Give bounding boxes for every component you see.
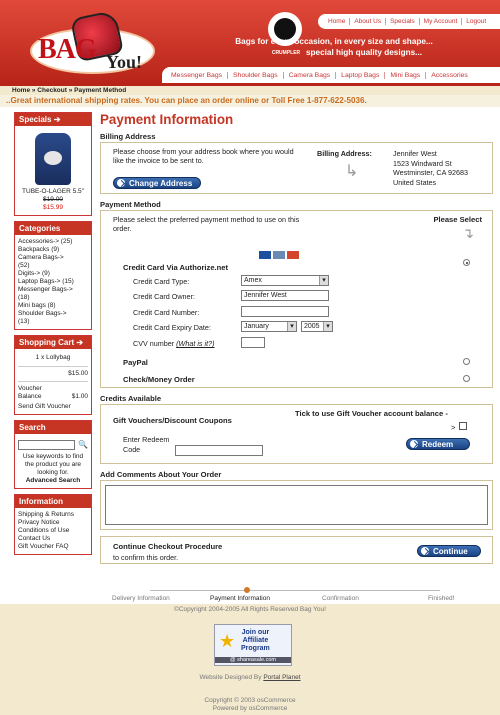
- redeem-label-line-1: Enter Redeem: [123, 435, 170, 444]
- category-item[interactable]: (52): [18, 262, 30, 269]
- billing-street: 1523 Windward St: [393, 158, 452, 168]
- category-item[interactable]: Shoulder Bags->: [18, 310, 67, 317]
- cart-divider: [18, 366, 88, 367]
- category-item[interactable]: Backpacks (9): [18, 246, 60, 253]
- search-row: [18, 440, 88, 450]
- tick-voucher-gt: >: [451, 423, 456, 432]
- search-input[interactable]: [18, 440, 75, 450]
- designed-by-text: Website Designed By: [199, 674, 262, 681]
- logo-bag-text: BAG: [38, 34, 96, 65]
- footer-designed-by: [0, 674, 500, 681]
- affiliate-line-2: Affiliate: [242, 637, 269, 644]
- nav-my-account[interactable]: My Account: [420, 18, 463, 25]
- voucher-balance: $1.00: [71, 393, 88, 400]
- information-box: [14, 494, 92, 555]
- progress-step-delivery: Delivery Information: [112, 595, 170, 602]
- check-money-order-radio[interactable]: [463, 375, 470, 382]
- continue-label: Continue: [433, 546, 468, 556]
- affiliate-text: [241, 629, 270, 653]
- cc-number-input[interactable]: [241, 306, 329, 317]
- specials-content: [15, 126, 91, 215]
- information-header: Information: [15, 495, 91, 508]
- search-icon[interactable]: 🔍: [78, 440, 88, 449]
- send-gift-voucher-link[interactable]: Send Gift Voucher: [18, 403, 71, 410]
- nav-logout[interactable]: Logout: [466, 18, 487, 25]
- info-shipping-link[interactable]: Shipping & Returns: [18, 511, 75, 518]
- billing-address-block: [393, 149, 468, 187]
- cc-type-select[interactable]: Amex ▾: [241, 275, 329, 286]
- use-voucher-checkbox[interactable]: [459, 422, 467, 430]
- footer-powered-by: Powered by osCommerce: [212, 705, 288, 712]
- voucher-row: [18, 385, 88, 401]
- cvv-help-link[interactable]: (What is it?): [176, 339, 215, 348]
- progress-step-finished: Finished!: [428, 595, 455, 602]
- special-new-price: $15.99: [43, 204, 63, 211]
- credits-panel: [100, 404, 493, 464]
- specials-box: [14, 112, 92, 216]
- breadcrumb-home[interactable]: Home: [12, 87, 31, 94]
- tagline: [178, 36, 490, 58]
- redeem-button[interactable]: [406, 438, 470, 450]
- redeem-label-btn: Redeem: [422, 439, 454, 449]
- product-image[interactable]: [35, 133, 71, 185]
- site-logo[interactable]: [30, 14, 160, 76]
- progress-line: [150, 590, 440, 591]
- cat-laptop-bags[interactable]: Laptop Bags: [336, 72, 385, 79]
- star-icon: ★: [219, 631, 236, 651]
- left-column: [14, 112, 92, 560]
- cat-shoulder-bags[interactable]: Shoulder Bags: [228, 72, 284, 79]
- categories-header: Categories: [15, 222, 91, 235]
- page-title: Payment Information: [100, 112, 234, 127]
- billing-name: Jennifer West: [393, 149, 437, 158]
- crumpler-label: CRUMPLER: [271, 50, 301, 56]
- payment-panel: [100, 210, 493, 388]
- credits-section-title: Credits Available: [100, 394, 162, 403]
- cvv-input[interactable]: [241, 337, 265, 348]
- search-hint: Use keywords to find the product you are looking for.: [22, 453, 84, 476]
- information-list: [15, 508, 91, 554]
- search-box: [14, 420, 92, 489]
- redeem-label-line-2: Code: [123, 445, 141, 454]
- cart-title: Shopping Cart: [19, 338, 75, 347]
- special-old-price: $19.00: [43, 196, 63, 203]
- redeem-code-input[interactable]: [175, 445, 263, 456]
- billing-panel: [100, 142, 493, 194]
- billing-country: United States: [393, 177, 437, 187]
- cvv-label-text: CVV number: [133, 339, 175, 348]
- cat-messenger-bags[interactable]: Messenger Bags: [166, 72, 228, 79]
- footer-oscommerce-copyright: Copyright © 2003 osCommerce: [204, 697, 296, 704]
- cc-expiry-year-select[interactable]: 2005 ▾: [301, 321, 333, 332]
- tagline-line-2: special high quality designs...: [305, 48, 423, 57]
- voucher-label-line-1: Voucher: [18, 385, 42, 392]
- breadcrumb-checkout[interactable]: Checkout: [37, 87, 67, 94]
- amex-card-icon: [273, 251, 285, 259]
- nav-home[interactable]: Home: [324, 18, 350, 25]
- comments-textarea[interactable]: [105, 485, 488, 525]
- comments-section-title: Add Comments About Your Order: [100, 470, 222, 479]
- arrow-icon: [117, 179, 125, 187]
- main-content: [100, 112, 493, 564]
- billing-city: Westminster, CA 92683: [393, 168, 468, 177]
- arrow-right-icon: ➔: [76, 338, 84, 347]
- cart-item[interactable]: 1 x Lollybag: [35, 354, 71, 361]
- gift-vouchers-label: Gift Vouchers/Discount Coupons: [113, 416, 232, 425]
- cc-number-label: Credit Card Number:: [133, 308, 200, 317]
- info-contact-link[interactable]: Contact Us: [18, 535, 51, 542]
- arrow-icon: [421, 547, 429, 555]
- paypal-radio[interactable]: [463, 358, 470, 365]
- voucher-label: [18, 385, 42, 401]
- info-voucher-faq-link[interactable]: Gift Voucher FAQ: [18, 543, 69, 550]
- category-item[interactable]: (18): [18, 294, 30, 301]
- nav-about-us[interactable]: About Us: [350, 18, 386, 25]
- progress-step-confirmation: Confirmation: [322, 595, 359, 602]
- category-item[interactable]: Laptop Bags-> (15): [18, 278, 74, 285]
- cc-expiry-month-select[interactable]: January ▾: [241, 321, 297, 332]
- categories-box: [14, 221, 92, 330]
- cc-expiry-label: Credit Card Expiry Date:: [133, 323, 211, 332]
- cvv-label: [133, 339, 215, 348]
- category-item[interactable]: Messenger Bags->: [18, 286, 73, 293]
- specials-title: Specials: [19, 115, 52, 124]
- cat-mini-bags[interactable]: Mini Bags: [385, 72, 426, 79]
- voucher-label-line-2: Balance: [18, 393, 42, 400]
- cat-camera-bags[interactable]: Camera Bags: [284, 72, 337, 79]
- logo-you-text: You!: [106, 52, 143, 72]
- progress-current-marker: [244, 587, 250, 593]
- category-item[interactable]: Mini bags (8): [18, 302, 56, 309]
- redeem-label: [123, 435, 169, 455]
- top-nav: [318, 14, 500, 29]
- billing-address-label: Billing Address:: [317, 149, 372, 158]
- payment-description: Please select the preferred payment method to use on this order.: [113, 215, 300, 233]
- cart-total: $15.00: [68, 370, 88, 377]
- shopping-cart-box: [14, 335, 92, 415]
- down-arrow-icon: ↴: [462, 225, 474, 241]
- cart-header[interactable]: [15, 336, 91, 349]
- visa-card-icon: [259, 251, 271, 259]
- continue-title: Continue Checkout Procedure: [113, 542, 223, 551]
- mastercard-icon: [287, 251, 299, 259]
- category-nav: [162, 67, 500, 83]
- category-item[interactable]: Camera Bags->: [18, 254, 64, 261]
- cc-method-radio[interactable]: [463, 259, 470, 266]
- category-item[interactable]: Digits-> (9): [18, 270, 50, 277]
- please-select-label: Please Select: [433, 215, 482, 224]
- site-header: [0, 0, 500, 86]
- breadcrumb: Home » Checkout » Payment Method: [0, 86, 500, 95]
- check-money-order-label: Check/Money Order: [123, 375, 195, 384]
- arrow-right-icon: ➔: [53, 115, 61, 124]
- special-product-name[interactable]: TUBE-O-LAGER 5.5": [22, 188, 84, 195]
- affiliate-line-3: Program: [241, 645, 270, 652]
- advanced-search-link[interactable]: Advanced Search: [25, 477, 81, 484]
- comments-panel: [100, 480, 493, 530]
- cart-content: [15, 349, 91, 414]
- progress-step-payment: Payment Information: [210, 595, 270, 602]
- portal-planet-link[interactable]: Portal Planet: [263, 674, 301, 681]
- cc-owner-input[interactable]: Jennifer West: [241, 290, 329, 301]
- tagline-line-1: Bags for every occasion, in every size and shape...: [235, 37, 433, 46]
- continue-button[interactable]: [417, 545, 481, 557]
- search-content: [15, 434, 91, 488]
- affiliate-program-banner[interactable]: [214, 624, 292, 666]
- info-privacy-link[interactable]: Privacy Notice: [18, 519, 60, 526]
- categories-list: [15, 235, 91, 329]
- search-header: Search: [15, 421, 91, 434]
- affiliate-line-1: Join our: [241, 629, 270, 636]
- nav-specials[interactable]: Specials: [386, 18, 420, 25]
- footer-copyright: ©Copyright 2004-2005 All Rights Reserved Bag You!: [174, 606, 326, 613]
- cc-owner-label: Credit Card Owner:: [133, 292, 195, 301]
- payment-section-title: Payment Method: [100, 200, 161, 209]
- arrow-icon: [410, 440, 418, 448]
- cc-method-title: Credit Card Via Authorize.net: [123, 263, 229, 272]
- billing-description: Please choose from your address book where you would like the invoice to be sent to.: [113, 147, 294, 165]
- cart-divider: [18, 381, 88, 382]
- category-item[interactable]: (13): [18, 318, 30, 325]
- continue-panel: [100, 536, 493, 564]
- breadcrumb-payment[interactable]: Payment Method: [74, 87, 127, 94]
- card-logos: [259, 251, 299, 259]
- specials-header[interactable]: [15, 113, 91, 126]
- continue-subtitle: to confirm this order.: [113, 553, 179, 562]
- tick-voucher-label: Tick to use Gift Voucher account balance -: [295, 409, 448, 418]
- paypal-label: PayPal: [123, 358, 148, 367]
- curved-arrow-icon: ↳: [345, 163, 359, 180]
- shareasale-label: @ shareasale.com: [215, 657, 291, 663]
- info-conditions-link[interactable]: Conditions of Use: [18, 527, 70, 534]
- change-address-button[interactable]: [113, 177, 201, 189]
- cat-accessories[interactable]: Accessories: [431, 71, 468, 79]
- change-address-label: Change Address: [129, 178, 193, 188]
- billing-section-title: Billing Address: [100, 132, 156, 141]
- promo-banner: ..Great international shipping rates. You can place an order online or Toll Free 1-877-622-5036.: [0, 95, 500, 107]
- cc-type-label: Credit Card Type:: [133, 277, 190, 286]
- category-item[interactable]: Accessories-> (25): [18, 238, 73, 245]
